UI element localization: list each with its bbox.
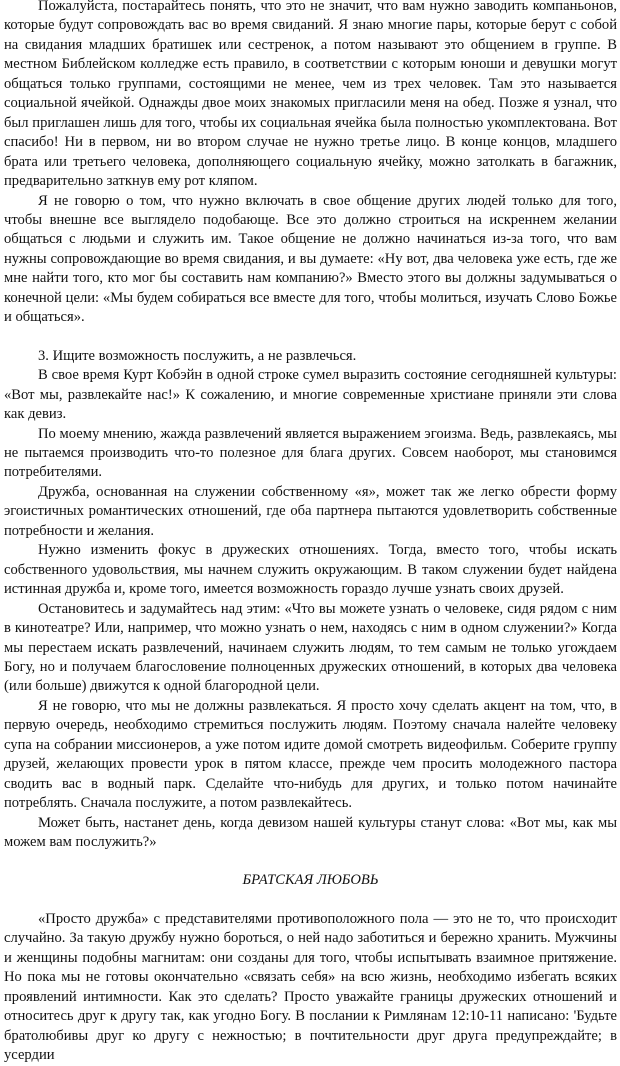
paragraph-stop-and-think: Остановитесь и задумайтесь над этим: «Что вы можете узнать о человеке, сидя рядом с ним в кинотеатре? Или, например, что можно узнать о нем, находясь с ним в одном служении?» Когда мы перестаем искать развлечений, начинаем служить людям, то тем самым не только угождаем Богу, но и получаем благословение полноценных дружеских отношений, в которых два человека (или больше) движутся к одной благородной цели. bbox=[4, 600, 617, 695]
paragraph-serve-first: Я не говорю, что мы не должны развлекаться. Я просто хочу сделать акцент на том, что, в первую очередь, необходимо стремиться послужить людям. Поэтому сначала налейте человеку супа на собрании миссионеров, а уже потом идите домой смотреть видеофильм. Соберите группу друзей, желающих провести урок в пятом классе, прежде чем просить молодежного пастора сводить вас в водный парк. Сделайте что-нибудь для других, и только потом начинайте потреблять. Сначала послужите, а потом развлекайтесь. bbox=[4, 697, 617, 812]
paragraph-motto: Может быть, настанет день, когда девизом нашей культуры станут слова: «Вот мы, как мы можем вам послужить?» bbox=[4, 814, 617, 851]
paragraph-sincere-desire: Я не говорю о том, что нужно включать в свое общение других людей только для того, чтобы внешне все выглядело подобающе. Все это должно строиться на искреннем желании общаться с людьми и служить им. Такое общение не должно начинаться из-за того, что вам нужны сопровождающие во время свидания, и вы думаете: «Ну вот, два человека уже есть, где же мне найти того, кто мог бы составить нам компанию?» Вместо этого вы должны задумываться о конечной цели: «Мы будем собираться все вместе для того, чтобы молиться, изучать Слово Божье и общаться». bbox=[4, 192, 617, 326]
paragraph-companions: Пожалуйста, постарайтесь понять, что это не значит, что вам нужно заводить компаньонов, которые будут сопровождать вас во время свиданий. Я знаю многие пары, которые берут с собой на свидания младших братишек или сестренок, а потом называют это общением в группе. В местном Библейском колледже есть правило, в соответствии с которым юноши и девушки могут общаться только группами, состоящими не менее, чем из трех человек. Там это называется социальной ячейкой. Однажды двое моих знакомых пригласили меня на обед. Позже я узнал, что был приглашен лишь для того, чтобы их социальная ячейка была полностью укомплектована. Вот спасибо! Ни в первом, ни во втором случае не нужно третье лицо. В конце концов, младшего брата или третьего человека, дополняющего социальную ячейку, можно затолкать в багажник, предварительно заткнув ему рот кляпом. bbox=[4, 0, 617, 190]
paragraph-self-serving-friendship: Дружба, основанная на служении собственному «я», может так же легко обрести форму эгоистичных романтических отношений, где оба партнера пытаются удовлетворить собственные потребности и желания. bbox=[4, 483, 617, 539]
document-page bbox=[4, 0, 617, 1066]
paragraph-change-focus: Нужно изменить фокус в дружеских отношениях. Тогда, вместо того, чтобы искать собственного удовольствия, мы начнем служить окружающим. В таком служении будет найдена истинная дружба и, кроме того, имеется возможность гораздо лучше узнать своих друзей. bbox=[4, 542, 617, 598]
paragraph-kurt-cobain: В свое время Курт Кобэйн в одной строке сумел выразить состояние сегодняшней культуры: «Вот мы, развлекайте нас!» К сожалению, и многие современные христиане приняли эти слова как девиз. bbox=[4, 367, 617, 423]
paragraph-entertainment-egoism: По моему мнению, жажда развлечений является выражением эгоизма. Ведь, развлекаясь, мы не пытаемся производить что-то полезное для блага других. Совсем наоборот, мы становимся потребителями. bbox=[4, 425, 617, 481]
paragraph-just-friendship: «Просто дружба» с представителями противоположного пола — это не то, что происходит случайно. За такую дружбу нужно бороться, о ней надо заботиться и бережно хранить. Мужчины и женщины подобны магнитам: они созданы для того, чтобы испытывать взаимное притяжение. Но пока мы не готовы окончательно «связать себя» на всю жизнь, необходимо избегать всяких проявлений интимности. Как это сделать? Просто уважайте границы дружеских отношений и относитесь друг к другу так, как угодно Богу. В послании к Римлянам 12:10-11 написано: 'Будьте братолюбивы друг ко другу с нежностью; в почтительности друг друга предупреждайте; в усердии bbox=[4, 910, 617, 1064]
point-3-heading: 3. Ищите возможность послужить, а не развлечься. bbox=[38, 347, 357, 364]
section-heading: БРАТСКАЯ ЛЮБОВЬ bbox=[242, 872, 379, 889]
